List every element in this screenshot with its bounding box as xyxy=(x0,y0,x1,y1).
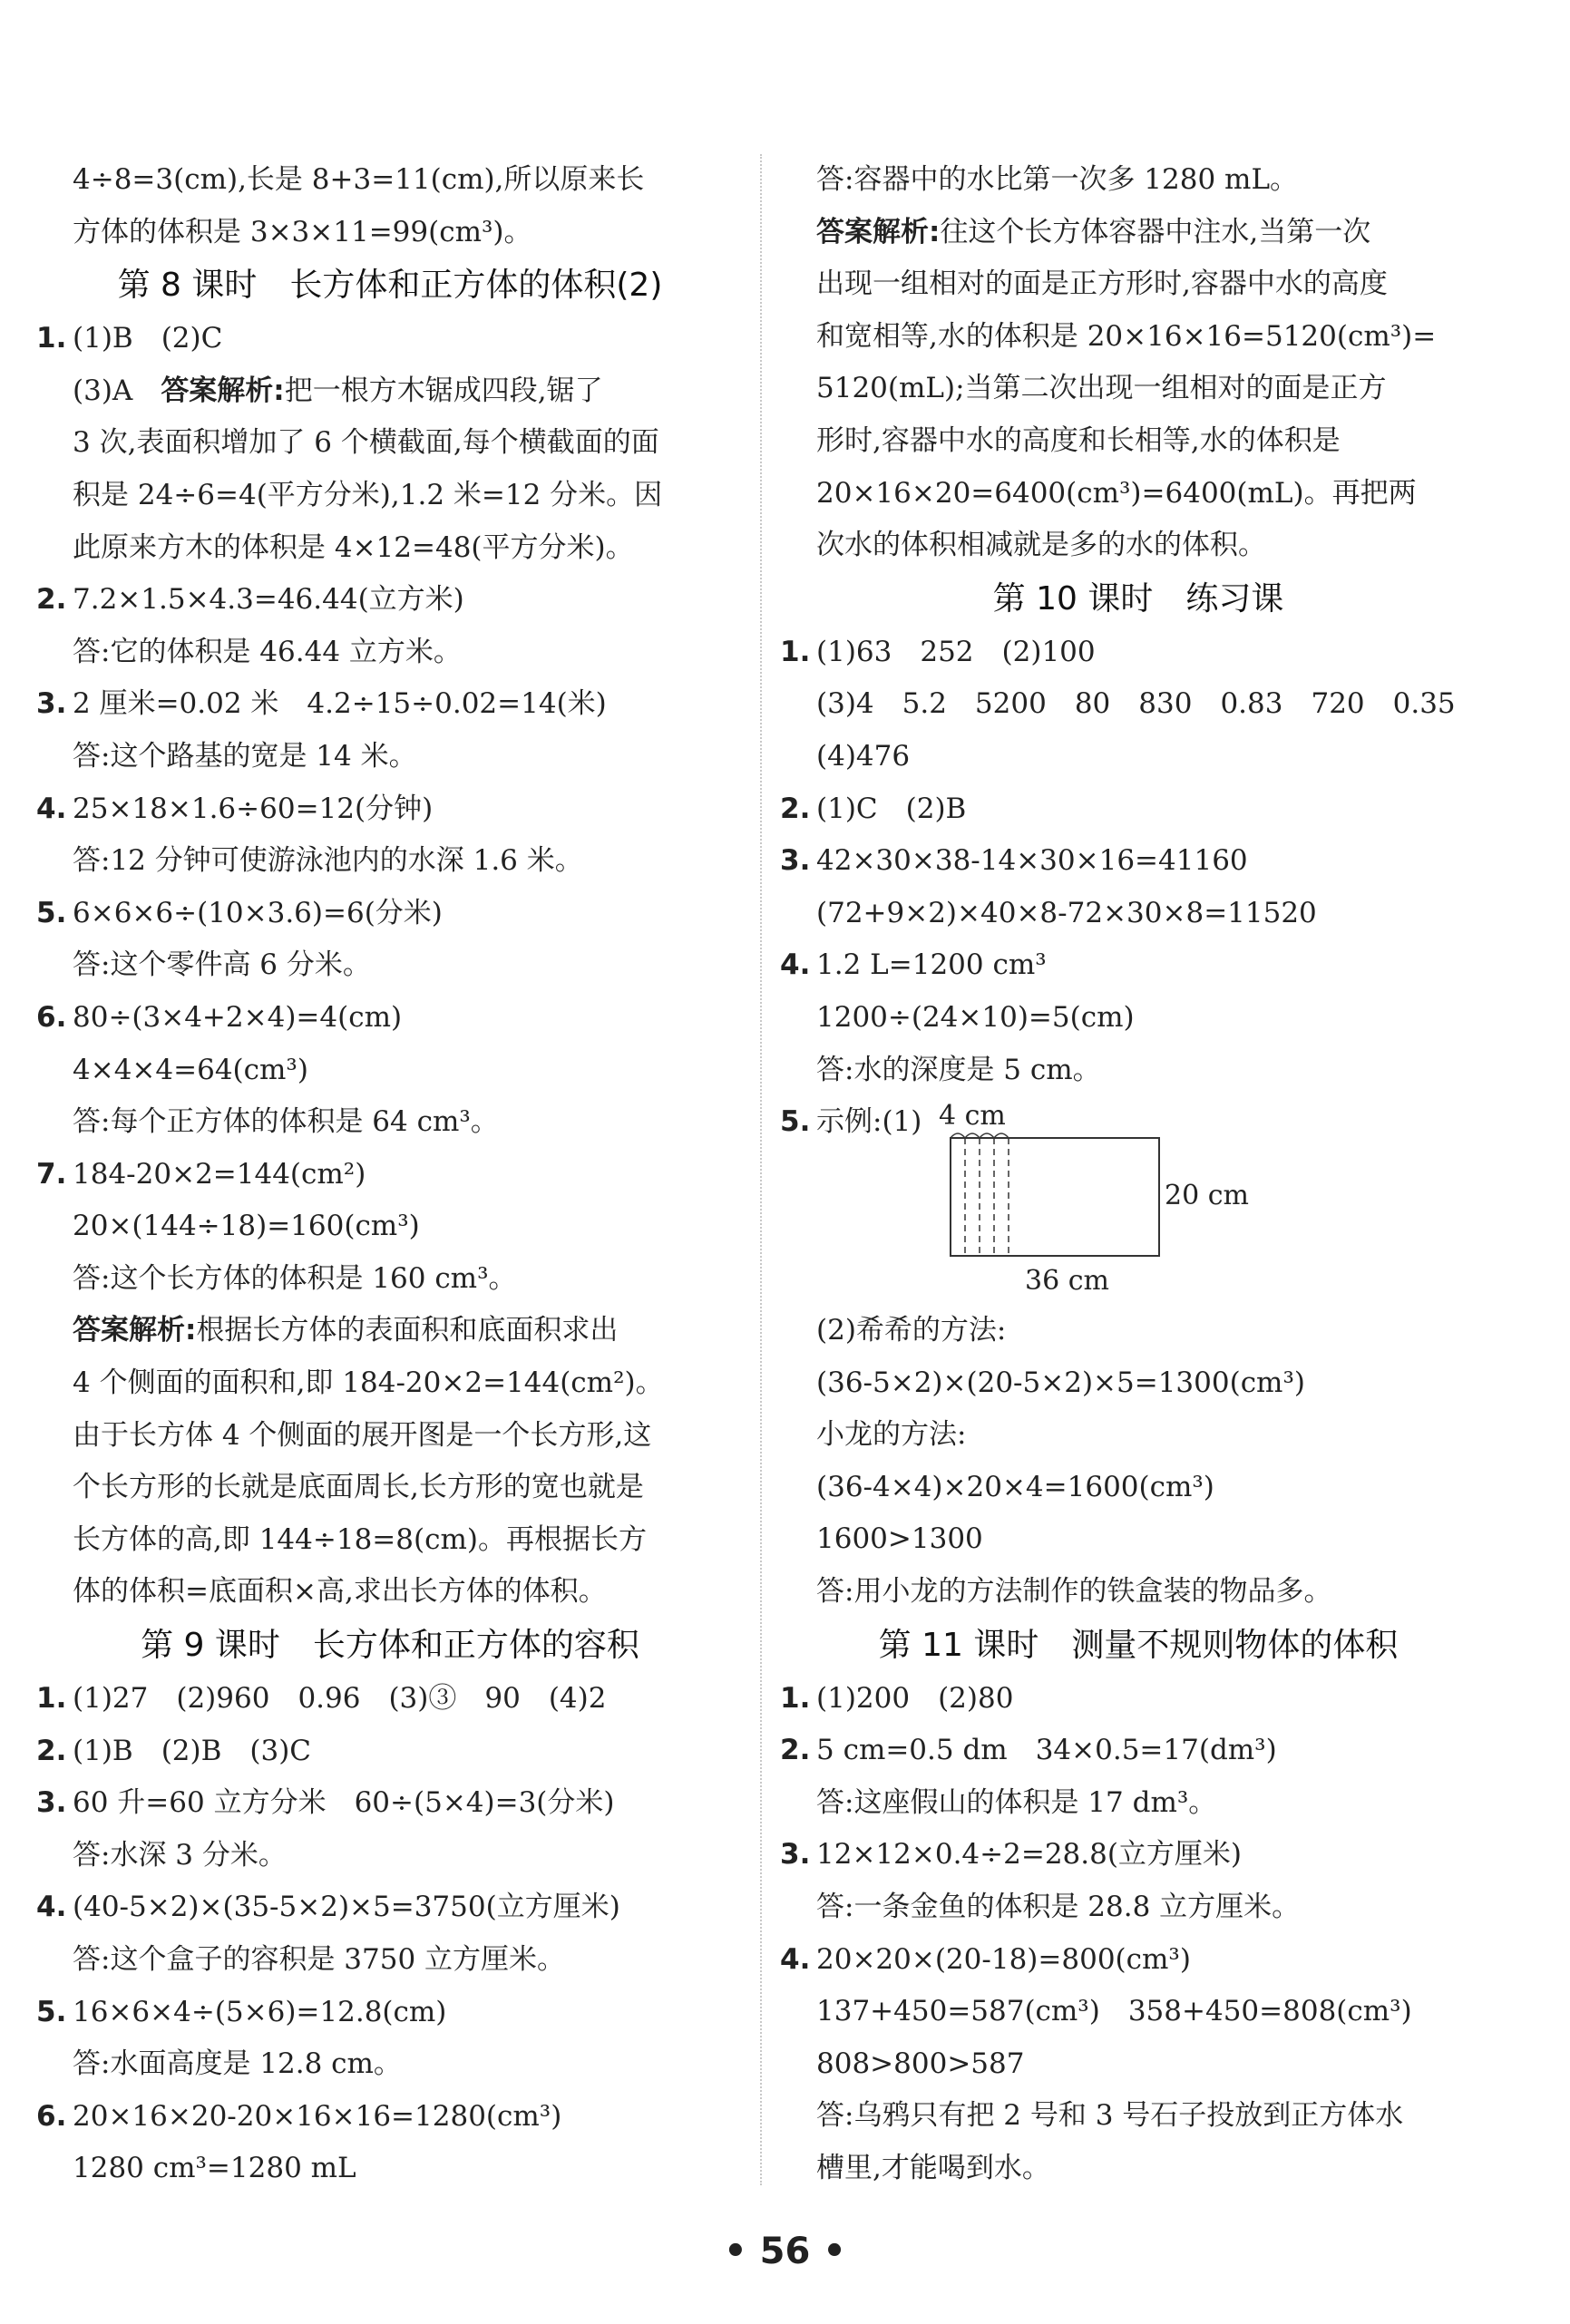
analysis-label: 答案解析: xyxy=(161,374,285,407)
sheet-rectangle xyxy=(951,1138,1159,1256)
text-line: 答:容器中的水比第一次多 1280 mL。 xyxy=(816,163,1299,196)
question-number: 2. xyxy=(36,583,67,617)
answer-4-line: 4. 25×18×1.6÷60=12(分钟) xyxy=(36,783,744,836)
box-net-diagram xyxy=(780,1096,1497,1305)
text-line: 由于长方体 4 个侧面的展开图是一个长方形,这 xyxy=(73,1418,652,1452)
text-line: 3 次,表面积增加了 6 个横截面,每个横截面的面 xyxy=(73,426,659,460)
answer-1-line: 1. (1)B (2)C xyxy=(36,313,744,365)
answer-6-analysis: 答案解析:往这个长方体容器中注水,当第一次 xyxy=(816,215,1371,248)
page-number: • 56 • xyxy=(724,2231,846,2272)
question-number: 6. xyxy=(36,2099,67,2133)
figure-label-top: 4 cm xyxy=(939,1100,1006,1133)
text-line: (2)希希的方法: xyxy=(816,1314,1007,1347)
question-number: 1. xyxy=(36,322,67,355)
figure-label-right: 20 cm xyxy=(1165,1180,1249,1212)
text-line: 次水的体积相减就是多的水的体积。 xyxy=(816,529,1266,562)
answer-5-line: 5. 6×6×6÷(10×3.6)=6(分米) xyxy=(36,888,744,940)
text-line: 4 个侧面的面积和,即 184-20×2=144(cm²)。 xyxy=(73,1366,664,1400)
text-line: 1600>1300 xyxy=(816,1522,983,1556)
question-number: 1. xyxy=(780,1681,811,1715)
question-number: 5. xyxy=(780,1105,811,1139)
text-line: 808>800>587 xyxy=(816,2047,1025,2080)
text-line: (3)4 5.2 5200 80 830 0.83 720 0.35 xyxy=(816,687,1456,721)
question-number: 7. xyxy=(36,1157,67,1191)
text-line: 20×16×20=6400(cm³)=6400(mL)。再把两 xyxy=(816,476,1417,510)
text-line: 答:乌鸦只有把 2 号和 3 号石子投放到正方体水 xyxy=(816,2099,1404,2133)
text-line: 4÷8=3(cm),长是 8+3=11(cm),所以原来长 xyxy=(73,163,645,196)
text-line: (72+9×2)×40×8-72×30×8=11520 xyxy=(816,896,1317,929)
text-line: 1200÷(24×10)=5(cm) xyxy=(816,1000,1135,1034)
question-number: 1. xyxy=(36,1682,67,1716)
answer-1-line: 1. (1)63 252 (2)100 xyxy=(780,627,1497,679)
answer-3-line: 3. 2 厘米=0.02 米 4.2÷15÷0.02=14(米) xyxy=(36,678,744,731)
text-line: 答:这个盒子的容积是 3750 立方厘米。 xyxy=(73,1943,566,1976)
answer-2-line: 2. 7.2×1.5×4.3=46.44(立方米) xyxy=(36,574,744,627)
answer-6-line: 6. 20×16×20-20×16×16=1280(cm³) xyxy=(36,2091,744,2144)
text-line: (4)476 xyxy=(816,739,911,773)
figure-label-bottom: 36 cm xyxy=(1025,1265,1109,1298)
analysis-label: 答案解析: xyxy=(816,215,941,248)
lesson-10-heading: 第 10 课时 练习课 xyxy=(992,579,1284,617)
question-number: 4. xyxy=(780,948,811,982)
text-line: 长方体的高,即 144÷18=8(cm)。再根据长方 xyxy=(73,1522,647,1556)
text-line: 小龙的方法: xyxy=(816,1418,967,1452)
text-line: (36-5×2)×(20-5×2)×5=1300(cm³) xyxy=(816,1366,1305,1399)
question-number: 5. xyxy=(36,1995,67,2028)
text-line: 137+450=587(cm³) 358+450=808(cm³) xyxy=(816,1995,1412,2028)
text-line: (36-4×4)×20×4=1600(cm³) xyxy=(816,1470,1214,1503)
text-line: 5120(mL);当第二次出现一组相对的面是正方 xyxy=(816,372,1387,405)
question-number: 2. xyxy=(780,1734,811,1767)
answer-3-line: 3. 12×12×0.4÷2=28.8(立方厘米) xyxy=(780,1829,1497,1882)
text-line: 答:一条金鱼的体积是 28.8 立方厘米。 xyxy=(816,1891,1301,1924)
question-number: 3. xyxy=(780,844,811,878)
text-line: 20×(144÷18)=160(cm³) xyxy=(73,1210,420,1243)
text-line: 答:它的体积是 46.44 立方米。 xyxy=(73,635,462,668)
left-column xyxy=(36,154,744,2195)
answer-4-line: 4. 1.2 L=1200 cm³ xyxy=(780,939,1497,992)
answer-1-line: 1. (1)200 (2)80 xyxy=(780,1673,1497,1726)
lesson-8-heading: 第 8 课时 长方体和正方体的体积(2) xyxy=(117,267,663,305)
lesson-9-heading: 第 9 课时 长方体和正方体的容积 xyxy=(141,1627,639,1665)
box-net-figure xyxy=(780,1096,1497,1305)
question-number: 5. xyxy=(36,896,67,929)
text-line: 答:水深 3 分米。 xyxy=(73,1838,287,1872)
question-number: 2. xyxy=(36,1734,67,1767)
lesson-11-heading: 第 11 课时 测量不规则物体的体积 xyxy=(878,1626,1399,1664)
answer-1-analysis: (3)A 答案解析:把一根方木锯成四段,锯了 xyxy=(73,374,603,407)
answer-2-line: 2. 5 cm=0.5 dm 34×0.5=17(dm³) xyxy=(780,1725,1497,1777)
text-line: 体的体积=底面积×高,求出长方体的体积。 xyxy=(73,1575,607,1609)
answer-4-line: 4. (40-5×2)×(35-5×2)×5=3750(立方厘米) xyxy=(36,1882,744,1934)
answer-1-line: 1. (1)27 (2)960 0.96 (3)③ 90 (4)2 xyxy=(36,1673,744,1726)
text-line: 此原来方木的体积是 4×12=48(平方分米)。 xyxy=(73,530,634,564)
analysis-label: 答案解析: xyxy=(73,1314,197,1347)
question-number: 4. xyxy=(36,1891,67,1924)
question-number: 1. xyxy=(780,635,811,668)
text-line: 槽里,才能喝到水。 xyxy=(816,2152,1050,2184)
answer-6-line: 6. 80÷(3×4+2×4)=4(cm) xyxy=(36,992,744,1045)
answer-5-line: 5. 16×6×4÷(5×6)=12.8(cm) xyxy=(36,1987,744,2039)
text-line: 和宽相等,水的体积是 20×16×16=5120(cm³)= xyxy=(816,319,1437,353)
answer-3-line: 3. 60 升=60 立方分米 60÷(5×4)=3(分米) xyxy=(36,1777,744,1830)
question-number: 4. xyxy=(36,792,67,825)
text-line: 方体的体积是 3×3×11=99(cm³)。 xyxy=(73,215,532,248)
text-line: 积是 24÷6=4(平方分米),1.2 米=12 分米。因 xyxy=(73,478,663,511)
text-line: 答:12 分钟可使游泳池内的水深 1.6 米。 xyxy=(73,844,583,878)
text-line: 个长方形的长就是底面周长,长方形的宽也就是 xyxy=(73,1471,644,1504)
text-line: 答:每个正方体的体积是 64 cm³。 xyxy=(73,1105,499,1139)
answer-3-line: 3. 42×30×38-14×30×16=41160 xyxy=(780,835,1497,888)
text-line: 答:水的深度是 5 cm。 xyxy=(816,1053,1101,1086)
text-line: 1280 cm³=1280 mL xyxy=(73,2152,356,2185)
answer-2-line: 2. (1)B (2)B (3)C xyxy=(36,1726,744,1778)
text-line: 答:这个长方体的体积是 160 cm³。 xyxy=(73,1261,517,1295)
question-number: 3. xyxy=(36,1786,67,1820)
answer-5-line: 5. 示例:(1) xyxy=(780,1096,922,1149)
text-line: 答:水面高度是 12.8 cm。 xyxy=(73,2047,402,2081)
question-number: 3. xyxy=(780,1838,811,1872)
question-number: 3. xyxy=(36,687,67,721)
question-number: 2. xyxy=(780,792,811,825)
answer-7-analysis: 答案解析:根据长方体的表面积和底面积求出 xyxy=(73,1314,619,1347)
answer-7-line: 7. 184-20×2=144(cm²) xyxy=(36,1149,744,1201)
text-line: 出现一组相对的面是正方形时,容器中水的高度 xyxy=(816,267,1388,301)
column-divider xyxy=(760,154,762,2185)
answer-2-line: 2. (1)C (2)B xyxy=(780,783,1497,836)
answer-4-line: 4. 20×20×(20-18)=800(cm³) xyxy=(780,1934,1497,1987)
question-number: 4. xyxy=(780,1942,811,1976)
question-number: 6. xyxy=(36,1000,67,1034)
text-line: 答:这个零件高 6 分米。 xyxy=(73,948,371,982)
text-line: 答:这个路基的宽是 14 米。 xyxy=(73,739,417,773)
text-line: 答:用小龙的方法制作的铁盒装的物品多。 xyxy=(816,1575,1332,1609)
text-line: 答:这座假山的体积是 17 dm³。 xyxy=(816,1785,1217,1819)
text-line: 形时,容器中水的高度和长相等,水的体积是 xyxy=(816,423,1341,457)
text-line: 4×4×4=64(cm³) xyxy=(73,1053,308,1086)
right-column xyxy=(780,154,1497,2195)
